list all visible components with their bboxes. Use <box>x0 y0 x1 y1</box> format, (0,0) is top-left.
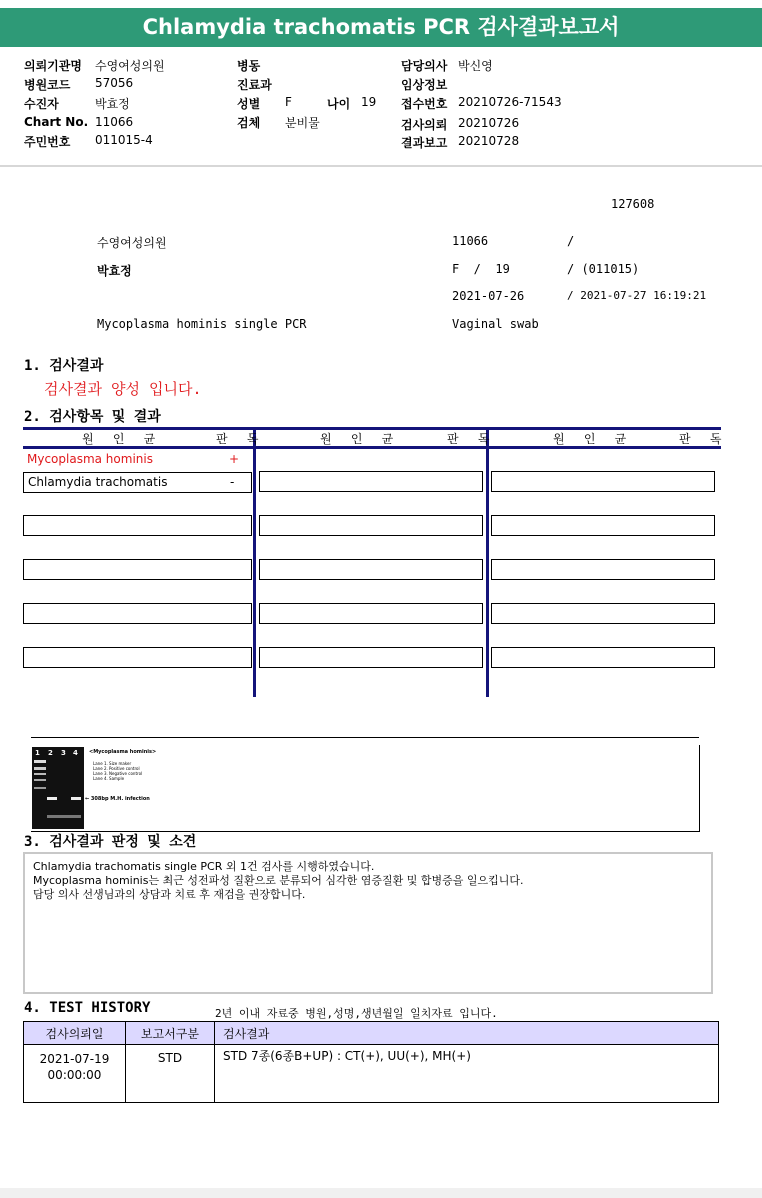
gel-legend: Lane 4. Sample <box>93 776 125 781</box>
header-divider <box>0 165 762 167</box>
section-1-title: 1. 검사결과 <box>24 358 104 374</box>
summary-slash: / <box>567 234 575 248</box>
gel-legend: Lane 1. Size maker <box>93 761 132 766</box>
band-annotation: ← 308bp M.H. infection <box>85 796 150 802</box>
info-sex: 성별 <box>237 97 261 111</box>
info-sex-value: F <box>285 95 292 109</box>
col-organism-2: 원 인 균 <box>320 432 400 446</box>
info-resident-value: 011015-4 <box>95 133 153 147</box>
table-divider-2 <box>486 427 489 697</box>
section-3-title: 3. 검사결과 판정 및 소견 <box>24 834 197 850</box>
lane-label: 3 <box>61 749 66 757</box>
gel-legend: Lane 3. Negative control <box>93 771 143 776</box>
history-table <box>23 1021 719 1103</box>
gel-top-line <box>31 737 699 738</box>
info-chart: Chart No. <box>24 115 89 129</box>
info-hospcode: 병원코드 <box>24 78 71 92</box>
history-header: 검사의뢰일 <box>24 1022 126 1045</box>
empty-cell <box>23 647 252 668</box>
history-header: 검사결과 <box>215 1022 719 1045</box>
empty-cell <box>491 515 715 536</box>
info-clinical: 임상정보 <box>401 78 448 92</box>
summary-birth: / (011015) <box>567 262 640 276</box>
positive-band <box>47 797 57 800</box>
summary-chart: 11066 <box>452 234 489 248</box>
result-judge: + <box>229 452 240 466</box>
history-note: 2년 이내 자료중 병원,성명,생년월일 일치자료 입니다. <box>215 1007 498 1020</box>
info-request-value: 20210726 <box>458 116 520 130</box>
ladder-band <box>34 779 46 781</box>
info-clinic-value: 수영여성의원 <box>95 59 165 73</box>
empty-cell <box>23 603 252 624</box>
result-organism: Chlamydia trachomatis <box>28 475 168 489</box>
col-organism-3: 원 인 균 <box>553 432 633 446</box>
empty-cell <box>259 647 483 668</box>
info-report-value: 20210728 <box>458 134 520 148</box>
info-hospcode-value: 57056 <box>95 76 134 90</box>
info-chart-value: 11066 <box>95 115 134 129</box>
empty-cell <box>23 559 252 580</box>
empty-cell <box>259 471 483 492</box>
opinion-line: Mycoplasma hominis는 최근 성전파성 질환으로 분류되어 심각한 염증질환 및 합병증을 일으킵니다. <box>33 874 524 887</box>
table-divider-1 <box>253 427 256 697</box>
info-ward: 병동 <box>237 59 261 73</box>
col-judge-1: 판 독 <box>216 432 265 446</box>
lane-label: 2 <box>48 749 53 757</box>
gel-legend: Lane 2. Positive control <box>93 766 140 771</box>
empty-cell <box>259 603 483 624</box>
ladder-band <box>34 767 46 770</box>
report-title: Chlamydia trachomatis PCR 검사결과보고서 <box>0 8 762 47</box>
summary-request-date: 2021-07-26 <box>452 289 525 303</box>
gel-image <box>31 745 699 831</box>
summary-report-date: / 2021-07-27 16:19:21 <box>567 289 707 302</box>
history-date: 2021-07-19 <box>39 1052 110 1066</box>
ladder-band <box>34 760 46 763</box>
col-judge-3: 판 독 <box>679 432 728 446</box>
lane-label: 1 <box>35 749 40 757</box>
info-dept: 진료과 <box>237 78 272 92</box>
summary-clinic: 수영여성의원 <box>97 236 167 250</box>
result-judge: - <box>230 475 235 489</box>
col-judge-2: 판 독 <box>447 432 496 446</box>
col-organism-1: 원 인 균 <box>82 432 162 446</box>
summary-sex-age: F / 19 <box>452 262 510 276</box>
ladder-band <box>34 787 46 789</box>
summary-test: Mycoplasma hominis single PCR <box>97 317 307 331</box>
gel-title: <Mycoplasma hominis> <box>89 749 157 755</box>
info-specimen-value: 분비물 <box>285 116 320 130</box>
info-doctor-value: 박신영 <box>458 59 493 73</box>
info-age: 나이 <box>327 97 351 111</box>
info-request: 검사의뢰 <box>401 118 448 132</box>
history-time: 00:00:00 <box>47 1068 102 1082</box>
opinion-line: Chlamydia trachomatis single PCR 외 1건 검사를 시행하였습니다. <box>33 860 375 873</box>
section-4-title: 4. TEST HISTORY <box>24 1000 151 1016</box>
table-row <box>24 1045 719 1103</box>
info-age-value: 19 <box>361 95 377 109</box>
history-type: STD <box>126 1045 215 1103</box>
ladder-band <box>34 773 46 775</box>
history-result: STD 7종(6종B+UP) : CT(+), UU(+), MH(+) <box>215 1045 719 1103</box>
result-statement: 검사결과 양성 입니다. <box>44 380 202 398</box>
empty-cell <box>259 515 483 536</box>
empty-cell <box>259 559 483 580</box>
result-row <box>23 450 252 471</box>
empty-cell <box>491 559 715 580</box>
sample-band <box>71 797 81 800</box>
empty-cell <box>23 515 252 536</box>
info-report: 결과보고 <box>401 136 448 150</box>
footer-bar <box>0 1188 762 1198</box>
info-receipt-value: 20210726-71543 <box>458 95 562 109</box>
info-clinic: 의뢰기관명 <box>24 59 82 73</box>
info-doctor: 담당의사 <box>401 59 448 73</box>
info-patient-value: 박효정 <box>95 97 130 111</box>
info-specimen: 검체 <box>237 116 261 130</box>
summary-patient: 박효정 <box>97 264 132 278</box>
result-row <box>23 472 252 493</box>
info-patient: 수진자 <box>24 97 59 111</box>
summary-id: 127608 <box>611 197 655 211</box>
section-2-title: 2. 검사항목 및 결과 <box>24 409 161 425</box>
info-receipt: 접수번호 <box>401 97 448 111</box>
empty-cell <box>491 647 715 668</box>
gel-panel <box>31 745 700 832</box>
opinion-line: 담당 의사 선생님과의 상담과 치료 후 재검을 권장합니다. <box>33 888 306 901</box>
primer-band <box>47 815 81 818</box>
info-resident: 주민번호 <box>24 135 71 149</box>
summary-specimen: Vaginal swab <box>452 317 539 331</box>
empty-cell <box>491 603 715 624</box>
opinion-box <box>23 852 713 994</box>
history-header: 보고서구분 <box>126 1022 215 1045</box>
empty-cell <box>491 471 715 492</box>
result-organism: Mycoplasma hominis <box>27 452 153 466</box>
lane-label: 4 <box>73 749 78 757</box>
